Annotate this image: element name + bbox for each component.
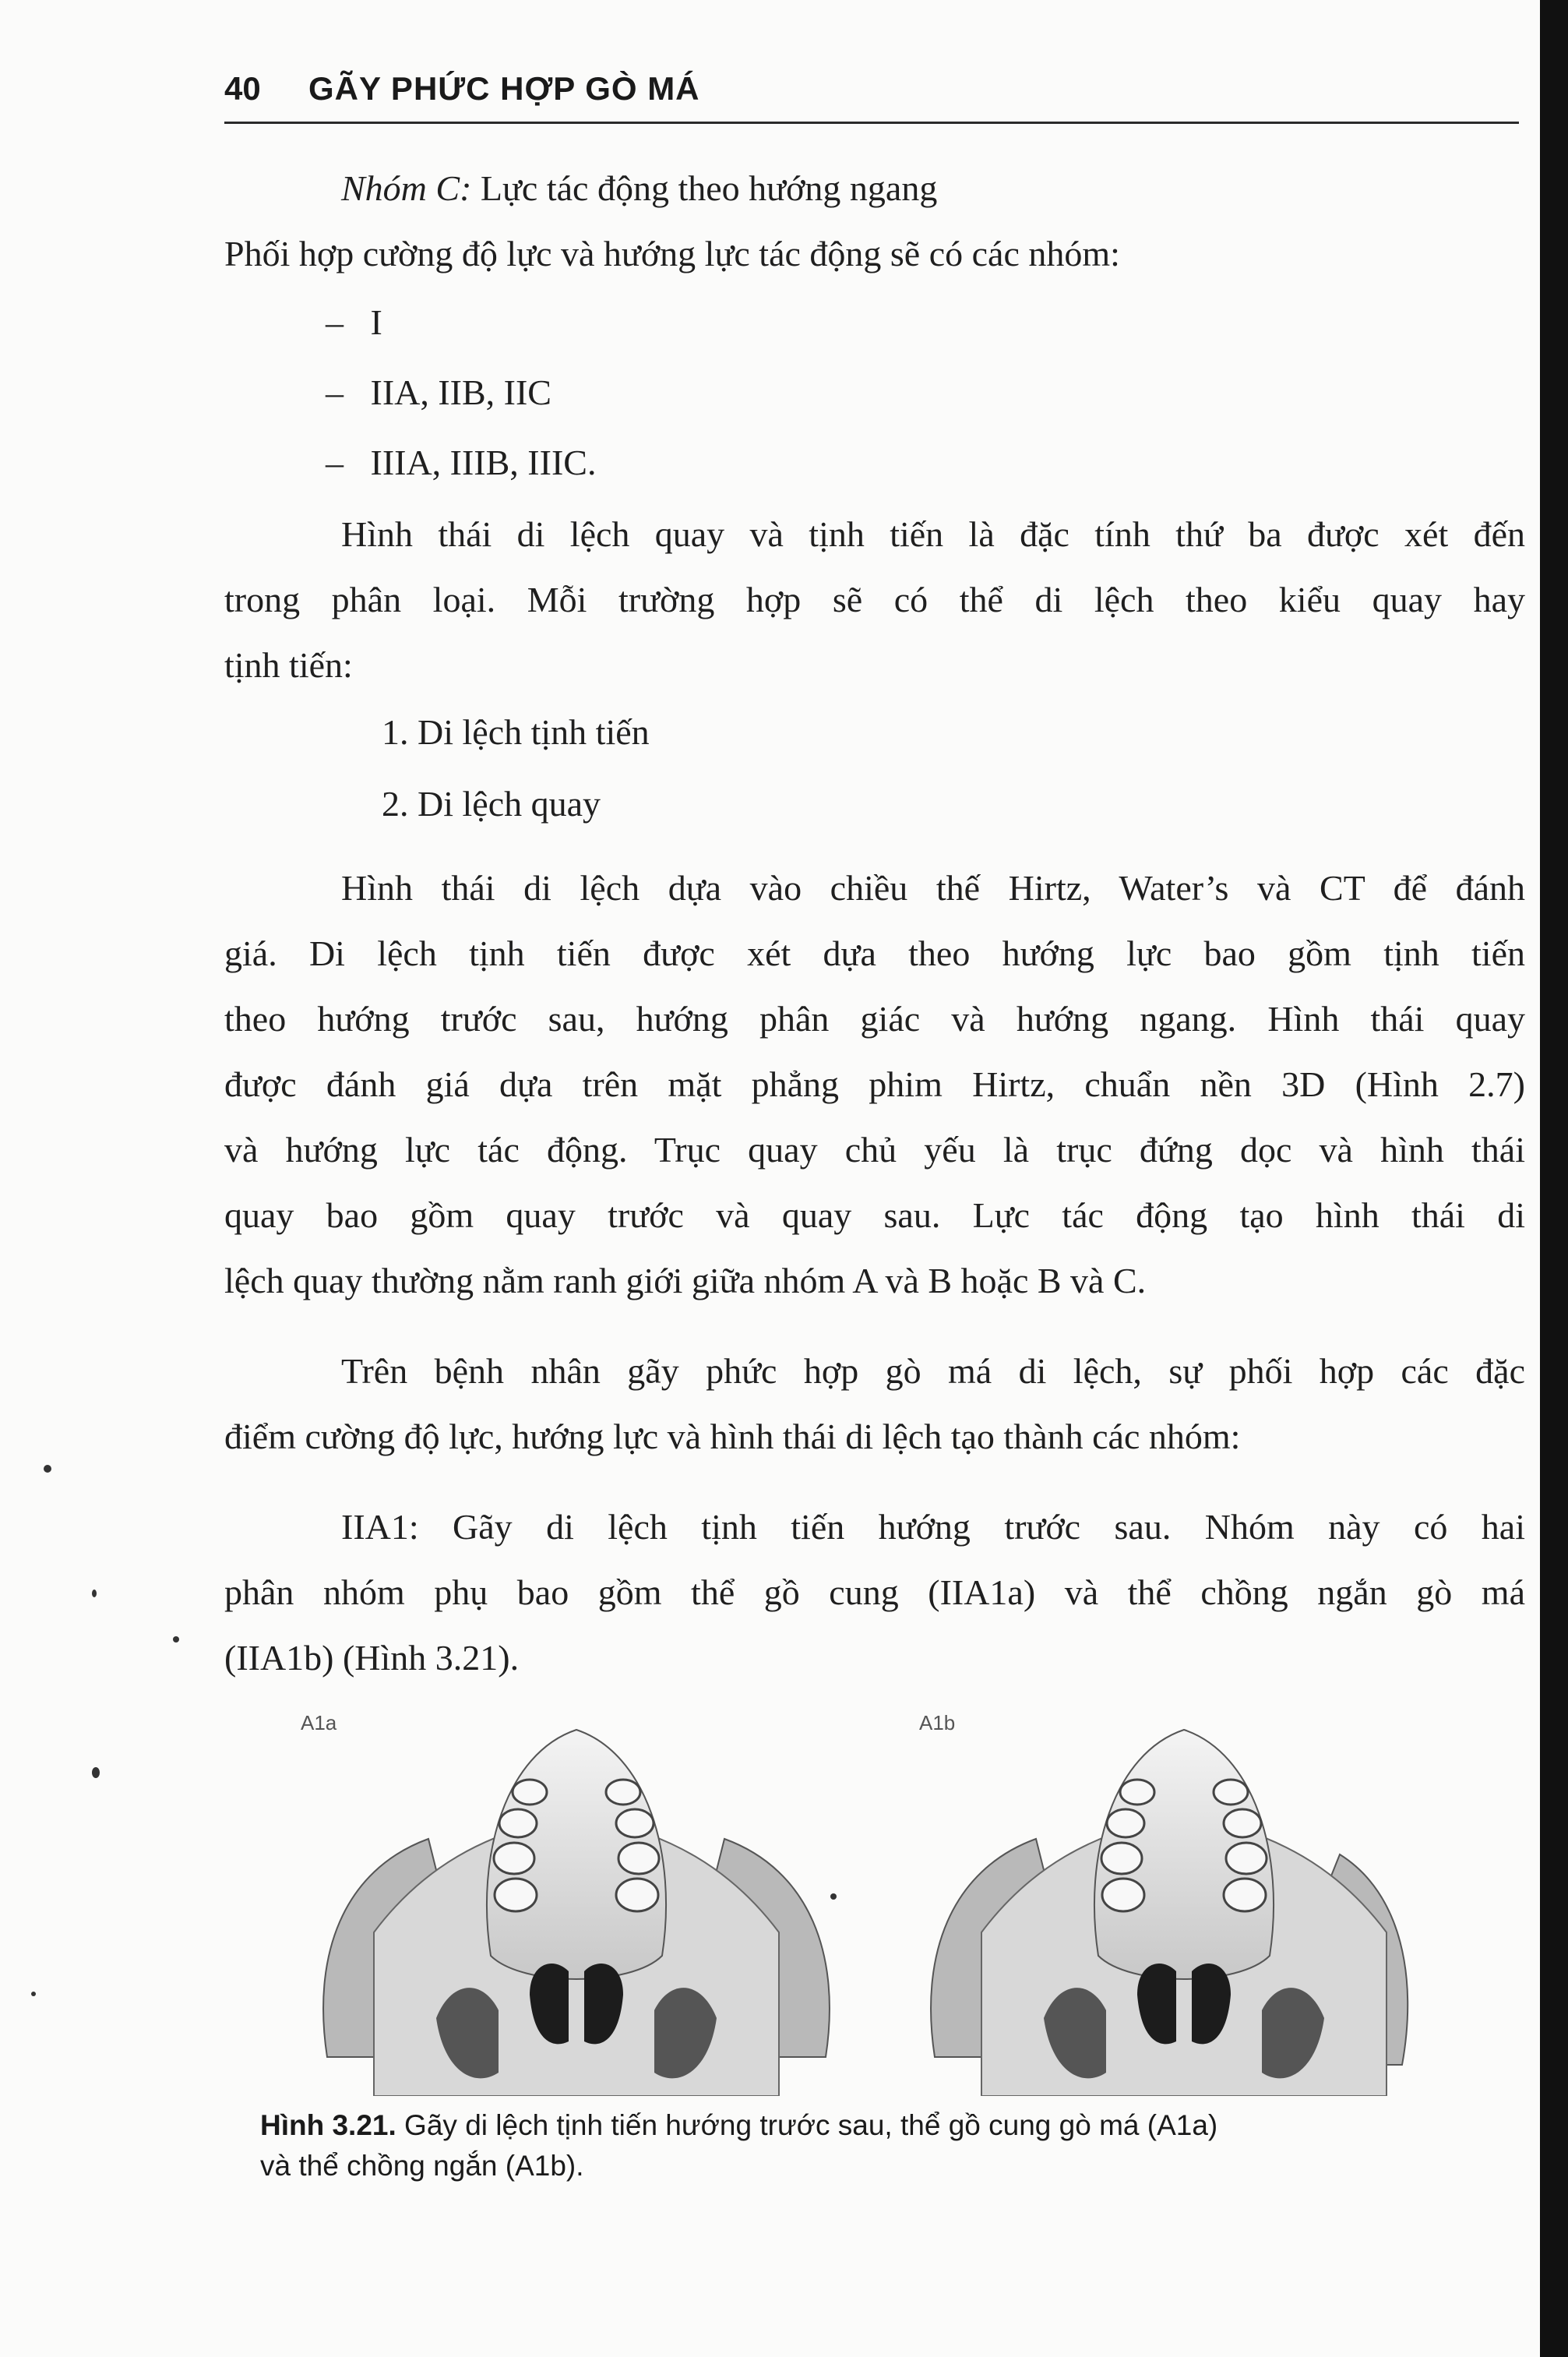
page-number: 40	[224, 70, 261, 107]
paragraph-line: theo hướng trước sau, hướng phân giác và hướng ngang. Hình thái quay	[224, 999, 1525, 1039]
paragraph-line: IIA1: Gãy di lệch tịnh tiến hướng trước sau. Nhóm này có hai	[341, 1507, 1525, 1547]
group-c-text: Lực tác động theo hướng ngang	[471, 168, 938, 208]
paragraph-line: trong phân loại. Mỗi trường hợp sẽ có thể di lệch theo kiểu quay hay	[224, 580, 1525, 619]
paragraph-line: Trên bệnh nhân gãy phức hợp gò má di lệch, sự phối hợp các đặc	[341, 1351, 1525, 1391]
paragraph-line: (IIA1b) (Hình 3.21).	[224, 1638, 520, 1678]
skull-illustration-a1b	[904, 1699, 1464, 2096]
scan-speck	[31, 1992, 36, 1996]
combine-intro: Phối hợp cường độ lực và hướng lực tác động sẽ có các nhóm:	[224, 234, 1120, 273]
paragraph-line: giá. Di lệch tịnh tiến được xét dựa theo hướng lực bao gồm tịnh tiến	[224, 933, 1525, 973]
header-rule	[224, 122, 1519, 124]
scan-edge	[1540, 0, 1568, 2357]
caption-label: Hình 3.21.	[260, 2109, 396, 2141]
skull-illustration-a1a	[296, 1699, 857, 2096]
dash-item: – IIIA, IIIB, IIIC.	[326, 443, 597, 482]
paragraph-line: Hình thái di lệch quay và tịnh tiến là đặc tính thứ ba được xét đến	[341, 514, 1525, 554]
paragraph-line: Hình thái di lệch dựa vào chiều thế Hirtz, Water’s và CT để đánh	[341, 868, 1525, 908]
group-c-label: Nhóm C:	[341, 168, 472, 208]
paragraph-line: phân nhóm phụ bao gồm thể gồ cung (IIA1a) và thể chồng ngắn gò má	[224, 1572, 1525, 1612]
chapter-title: GÃY PHỨC HỢP GÒ MÁ	[308, 70, 700, 107]
caption-text-1: Gãy di lệch tịnh tiến hướng trước sau, thể gồ cung gò má (A1a)	[396, 2109, 1218, 2141]
paragraph-line: được đánh giá dựa trên mặt phẳng phim Hirtz, chuẩn nền 3D (Hình 2.7)	[224, 1064, 1525, 1104]
paragraph-line: điểm cường độ lực, hướng lực và hình thái di lệch tạo thành các nhóm:	[224, 1417, 1241, 1456]
paragraph-line: lệch quay thường nằm ranh giới giữa nhóm A và B hoặc B và C.	[224, 1261, 1147, 1300]
dash-item: – IIA, IIB, IIC	[326, 372, 551, 412]
scan-speck	[173, 1636, 179, 1642]
dash-item: – I	[326, 302, 382, 342]
figure-label-a1b: A1b	[919, 1711, 956, 1734]
scan-speck	[830, 1893, 837, 1900]
group-c-line	[341, 156, 937, 221]
figure-label-a1a: A1a	[301, 1711, 337, 1734]
scan-speck	[92, 1767, 100, 1778]
paragraph-line: tịnh tiến:	[224, 645, 353, 685]
caption-line-2: và thể chồng ngắn (A1b).	[260, 2150, 584, 2182]
scan-speck	[44, 1465, 51, 1473]
paragraph-line: và hướng lực tác động. Trục quay chủ yếu là trục đứng dọc và hình thái	[224, 1130, 1525, 1170]
page-header	[224, 67, 1517, 114]
caption-line-1	[260, 2105, 1506, 2146]
paragraph-line: quay bao gồm quay trước và quay sau. Lực tác động tạo hình thái di	[224, 1195, 1525, 1235]
numbered-item: 2. Di lệch quay	[382, 784, 601, 824]
numbered-item: 1. Di lệch tịnh tiến	[382, 712, 650, 752]
figure-caption	[260, 2105, 1506, 2186]
scan-speck	[92, 1590, 97, 1597]
